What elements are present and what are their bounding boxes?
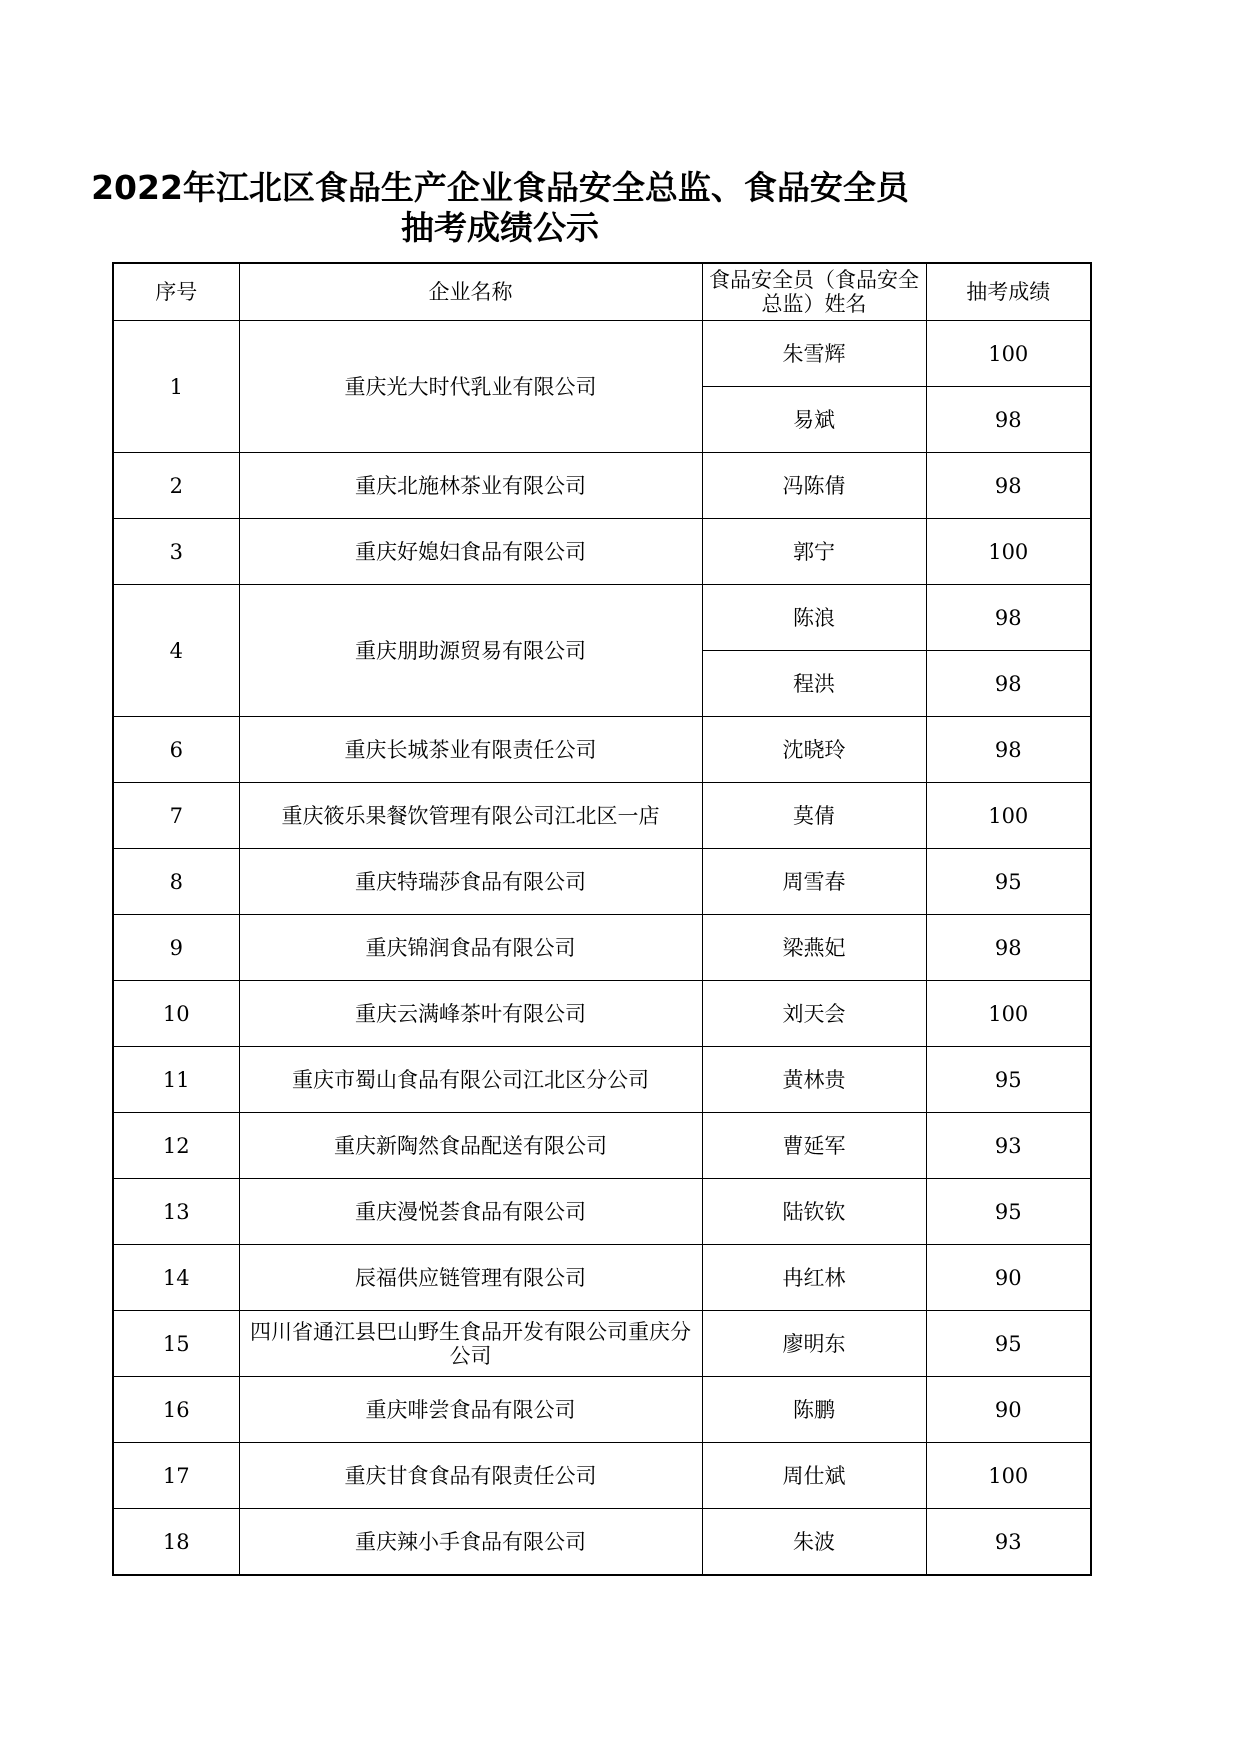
cell-company: 重庆云满峰茶叶有限公司 bbox=[239, 981, 702, 1047]
table-row bbox=[113, 1377, 1091, 1443]
table-row bbox=[113, 1179, 1091, 1245]
cell-number: 14 bbox=[113, 1245, 239, 1311]
cell-staff-name: 曹延军 bbox=[702, 1113, 926, 1179]
cell-number: 11 bbox=[113, 1047, 239, 1113]
cell-staff-name: 陆钦钦 bbox=[702, 1179, 926, 1245]
table-body bbox=[113, 321, 1091, 1576]
page-title: 2022年江北区食品生产企业食品安全总监、食品安全员 bbox=[91, 168, 909, 207]
header-staff-name: 食品安全员（食品安全总监）姓名 bbox=[702, 263, 926, 321]
page-subtitle: 抽考成绩公示 bbox=[401, 208, 599, 247]
cell-staff-name: 冉红林 bbox=[702, 1245, 926, 1311]
cell-number: 6 bbox=[113, 717, 239, 783]
table-row bbox=[113, 1245, 1091, 1311]
cell-number: 15 bbox=[113, 1311, 239, 1377]
cell-number: 16 bbox=[113, 1377, 239, 1443]
table-row bbox=[113, 1113, 1091, 1179]
cell-number: 8 bbox=[113, 849, 239, 915]
cell-staff-name: 易斌 bbox=[702, 387, 926, 453]
table-row bbox=[113, 453, 1091, 519]
cell-number: 12 bbox=[113, 1113, 239, 1179]
table-row bbox=[113, 981, 1091, 1047]
cell-company: 重庆甘食食品有限责任公司 bbox=[239, 1443, 702, 1509]
table-row bbox=[113, 585, 1091, 651]
table-row bbox=[113, 1509, 1091, 1576]
cell-number: 2 bbox=[113, 453, 239, 519]
table-row bbox=[113, 849, 1091, 915]
cell-company: 重庆好媳妇食品有限公司 bbox=[239, 519, 702, 585]
header-number: 序号 bbox=[113, 263, 239, 321]
cell-company: 重庆辣小手食品有限公司 bbox=[239, 1509, 702, 1576]
table-row bbox=[113, 915, 1091, 981]
cell-company: 重庆锦润食品有限公司 bbox=[239, 915, 702, 981]
header-score: 抽考成绩 bbox=[926, 263, 1091, 321]
cell-company: 重庆市蜀山食品有限公司江北区分公司 bbox=[239, 1047, 702, 1113]
cell-number: 4 bbox=[113, 585, 239, 717]
cell-score: 100 bbox=[926, 321, 1091, 387]
cell-staff-name: 梁燕妃 bbox=[702, 915, 926, 981]
cell-score: 98 bbox=[926, 717, 1091, 783]
cell-score: 100 bbox=[926, 981, 1091, 1047]
cell-company: 四川省通江县巴山野生食品开发有限公司重庆分公司 bbox=[239, 1311, 702, 1377]
cell-staff-name: 刘天会 bbox=[702, 981, 926, 1047]
cell-staff-name: 黄林贵 bbox=[702, 1047, 926, 1113]
table-row bbox=[113, 1311, 1091, 1377]
cell-score: 95 bbox=[926, 1311, 1091, 1377]
scores-table bbox=[112, 262, 1092, 1576]
table-row bbox=[113, 1443, 1091, 1509]
cell-staff-name: 廖明东 bbox=[702, 1311, 926, 1377]
cell-company: 辰福供应链管理有限公司 bbox=[239, 1245, 702, 1311]
cell-score: 90 bbox=[926, 1377, 1091, 1443]
cell-number: 10 bbox=[113, 981, 239, 1047]
header-row bbox=[113, 263, 1091, 321]
cell-company: 重庆朋助源贸易有限公司 bbox=[239, 585, 702, 717]
cell-score: 100 bbox=[926, 519, 1091, 585]
table-row bbox=[113, 717, 1091, 783]
cell-staff-name: 冯陈倩 bbox=[702, 453, 926, 519]
cell-staff-name: 沈晓玲 bbox=[702, 717, 926, 783]
cell-company: 重庆北施林茶业有限公司 bbox=[239, 453, 702, 519]
cell-score: 98 bbox=[926, 651, 1091, 717]
cell-score: 90 bbox=[926, 1245, 1091, 1311]
cell-score: 98 bbox=[926, 387, 1091, 453]
cell-number: 18 bbox=[113, 1509, 239, 1576]
cell-number: 9 bbox=[113, 915, 239, 981]
cell-score: 98 bbox=[926, 585, 1091, 651]
cell-number: 1 bbox=[113, 321, 239, 453]
cell-number: 3 bbox=[113, 519, 239, 585]
cell-staff-name: 程洪 bbox=[702, 651, 926, 717]
cell-number: 13 bbox=[113, 1179, 239, 1245]
cell-staff-name: 陈鹏 bbox=[702, 1377, 926, 1443]
cell-staff-name: 郭宁 bbox=[702, 519, 926, 585]
cell-staff-name: 周仕斌 bbox=[702, 1443, 926, 1509]
cell-score: 100 bbox=[926, 783, 1091, 849]
cell-score: 95 bbox=[926, 1179, 1091, 1245]
cell-company: 重庆筱乐果餐饮管理有限公司江北区一店 bbox=[239, 783, 702, 849]
cell-score: 100 bbox=[926, 1443, 1091, 1509]
cell-company: 重庆光大时代乳业有限公司 bbox=[239, 321, 702, 453]
cell-staff-name: 周雪春 bbox=[702, 849, 926, 915]
cell-staff-name: 朱波 bbox=[702, 1509, 926, 1576]
cell-score: 95 bbox=[926, 849, 1091, 915]
cell-company: 重庆特瑞莎食品有限公司 bbox=[239, 849, 702, 915]
cell-company: 重庆长城茶业有限责任公司 bbox=[239, 717, 702, 783]
table-row bbox=[113, 321, 1091, 387]
cell-score: 93 bbox=[926, 1113, 1091, 1179]
cell-staff-name: 莫倩 bbox=[702, 783, 926, 849]
cell-staff-name: 朱雪辉 bbox=[702, 321, 926, 387]
cell-company: 重庆新陶然食品配送有限公司 bbox=[239, 1113, 702, 1179]
table-row bbox=[113, 1047, 1091, 1113]
cell-staff-name: 陈浪 bbox=[702, 585, 926, 651]
table-row bbox=[113, 519, 1091, 585]
cell-score: 98 bbox=[926, 915, 1091, 981]
header-company: 企业名称 bbox=[239, 263, 702, 321]
table-row bbox=[113, 783, 1091, 849]
cell-number: 7 bbox=[113, 783, 239, 849]
cell-score: 98 bbox=[926, 453, 1091, 519]
cell-company: 重庆漫悦荟食品有限公司 bbox=[239, 1179, 702, 1245]
cell-company: 重庆啡尝食品有限公司 bbox=[239, 1377, 702, 1443]
cell-number: 17 bbox=[113, 1443, 239, 1509]
cell-score: 95 bbox=[926, 1047, 1091, 1113]
cell-score: 93 bbox=[926, 1509, 1091, 1576]
